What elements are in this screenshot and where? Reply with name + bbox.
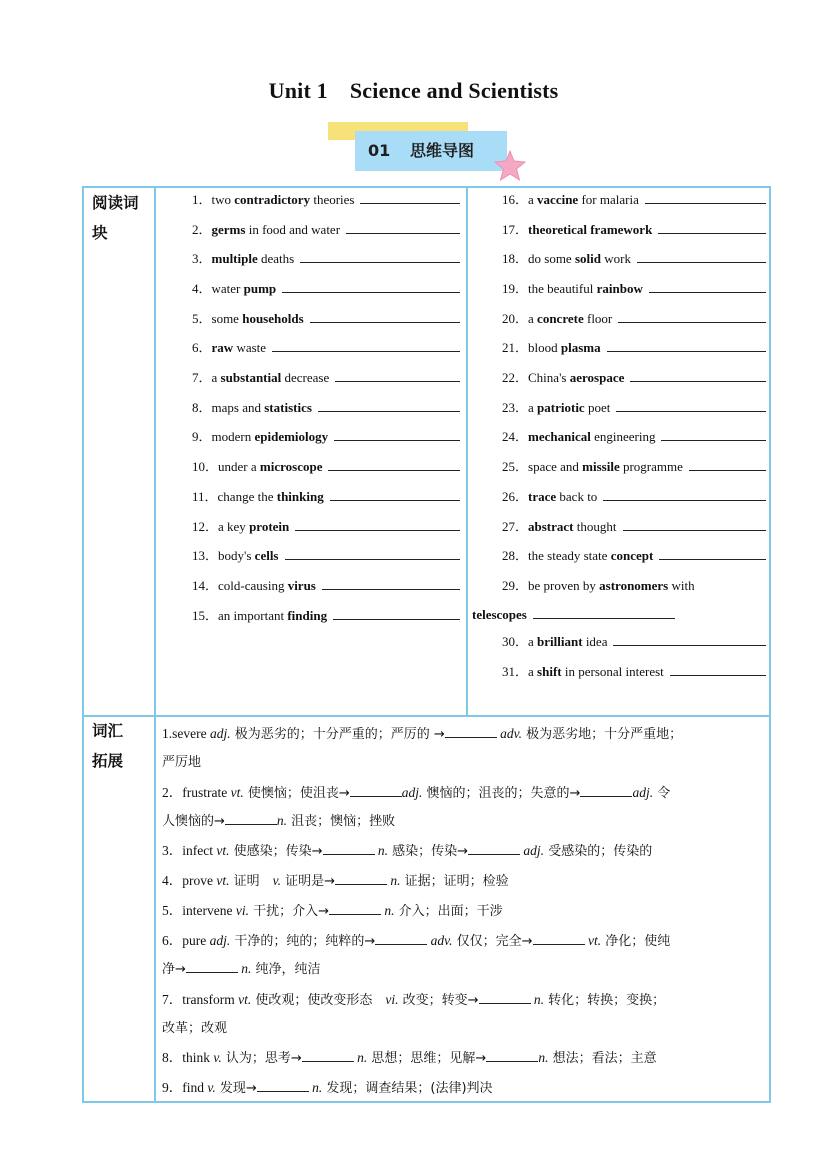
vocab-heading: 词汇 拓展 [92, 722, 124, 770]
vocab-text: 4．prove [162, 873, 217, 888]
item-number: 27． [502, 519, 529, 534]
section-label: 思维导图 [410, 141, 475, 160]
answer-blank[interactable] [272, 339, 460, 352]
answer-blank[interactable] [225, 810, 277, 825]
vocab-line [162, 897, 503, 926]
item-keyword: missile [582, 459, 620, 474]
item-number: 23． [502, 400, 529, 415]
reading-item [192, 428, 460, 446]
item-number: 16． [502, 192, 529, 207]
item-number: 11． [192, 489, 218, 504]
reading-item [192, 339, 460, 357]
part-of-speech: v. [272, 873, 282, 888]
vocab-text: 证明 [229, 874, 273, 889]
item-keyword: protein [249, 519, 290, 534]
answer-blank[interactable] [670, 663, 766, 676]
item-keyword: virus [287, 578, 316, 593]
item-text: modern [211, 429, 255, 444]
item-text: do some [528, 251, 575, 266]
reading-item [502, 339, 766, 357]
vocab-line [162, 955, 321, 984]
part-of-speech: n. [533, 992, 545, 1007]
part-of-speech: vt. [216, 873, 230, 888]
item-number: 4． [192, 281, 212, 296]
item-text: China's [528, 370, 570, 385]
vocab-text: 6．pure [162, 933, 210, 948]
answer-blank[interactable] [333, 607, 460, 620]
item-number: 1． [192, 192, 212, 207]
part-of-speech: vt. [587, 933, 602, 948]
item-keyword: thinking [276, 489, 324, 504]
reading-item [192, 310, 460, 328]
part-of-speech: vt. [238, 992, 252, 1007]
answer-blank[interactable] [302, 1047, 354, 1062]
item-keyword: finding [287, 608, 328, 623]
part-of-speech: n. [390, 873, 401, 888]
answer-blank[interactable] [533, 930, 585, 945]
item-keyword: rainbow [596, 281, 643, 296]
item-text: work [600, 251, 631, 266]
item-number: 5． [192, 311, 212, 326]
answer-blank[interactable] [630, 369, 766, 382]
item-text: programme [619, 459, 683, 474]
vocab-text: 介入；出面；干涉 [394, 904, 503, 919]
answer-blank[interactable] [607, 339, 766, 352]
vocab-text: 认为；思考→ [221, 1051, 302, 1066]
part-of-speech: adj. [632, 785, 654, 800]
item-keyword: pump [243, 281, 277, 296]
reading-item [502, 547, 766, 565]
reading-item [502, 191, 766, 209]
reading-item [502, 369, 766, 387]
answer-blank[interactable] [623, 518, 767, 531]
vocab-text: 净→ [162, 962, 186, 977]
item-number: 12． [192, 519, 219, 534]
item-number: 10． [192, 459, 219, 474]
answer-blank[interactable] [323, 840, 375, 855]
item-text: a [528, 192, 538, 207]
vocab-text: 2．frustrate [162, 785, 231, 800]
reading-item [502, 428, 766, 446]
item-text: engineering [590, 429, 656, 444]
answer-blank[interactable] [318, 399, 460, 412]
vocab-text: 干净的；纯的；纯粹的→ [230, 934, 376, 949]
title-unit: Unit 1 [268, 78, 328, 103]
item-number: 14． [192, 578, 219, 593]
vocab-text: 证明是→ [281, 874, 336, 889]
answer-blank[interactable] [375, 930, 427, 945]
item-text: floor [583, 311, 613, 326]
item-text: waste [233, 340, 267, 355]
answer-blank[interactable] [335, 870, 387, 885]
reading-item [502, 488, 766, 506]
answer-blank[interactable] [346, 221, 460, 234]
section-banner [328, 122, 528, 184]
item-number: 28． [502, 548, 529, 563]
vocab-line [162, 927, 670, 956]
item-keyword: concept [610, 548, 654, 563]
item-text: the steady state [528, 548, 611, 563]
vocab-table [82, 186, 771, 1103]
table-col-divider [154, 188, 156, 1101]
item-number: 29． [502, 578, 529, 593]
reading-item [192, 250, 460, 268]
answer-blank[interactable] [618, 310, 766, 323]
item-keyword: raw [211, 340, 234, 355]
answer-blank[interactable] [186, 958, 238, 973]
item-text: cold-causing [218, 578, 288, 593]
item-text: idea [582, 634, 608, 649]
reading-heading: 阅读词 块 [92, 194, 139, 242]
reading-item [192, 399, 460, 417]
answer-blank[interactable] [689, 458, 766, 471]
answer-blank[interactable] [257, 1077, 309, 1092]
reading-item [192, 221, 460, 239]
vocab-text: 沮丧；懊恼；挫败 [287, 814, 396, 829]
item-number: 25． [502, 459, 529, 474]
vocab-line [162, 867, 509, 896]
reading-item [192, 458, 460, 476]
vocab-text: 人懊恼的→ [162, 814, 225, 829]
item-text: blood [528, 340, 561, 355]
part-of-speech: adv. [500, 726, 523, 741]
item-text: a [528, 664, 538, 679]
item-keyword: theoretical framework [528, 222, 653, 237]
item-text: a [211, 370, 221, 385]
item-keyword: households [242, 311, 304, 326]
answer-blank[interactable] [659, 547, 766, 560]
vocab-text: 8．think [162, 1050, 214, 1065]
answer-blank[interactable] [330, 488, 460, 501]
vocab-text: 想法；看法；主意 [548, 1051, 657, 1066]
item-text: space and [528, 459, 583, 474]
answer-blank[interactable] [445, 723, 497, 738]
item-text: two [211, 192, 235, 207]
part-of-speech: n. [312, 1080, 323, 1095]
item-keyword: plasma [560, 340, 601, 355]
part-of-speech: n. [538, 1050, 549, 1065]
item-text: poet [584, 400, 611, 415]
item-keyword: astronomers [599, 578, 669, 593]
item-text: back to [556, 489, 598, 504]
answer-blank[interactable] [285, 547, 461, 560]
item-keyword: telescopes [472, 607, 527, 622]
answer-blank[interactable] [360, 191, 460, 204]
title-topic: Science and Scientists [349, 78, 559, 103]
vocab-text: 发现→ [215, 1081, 257, 1096]
item-keyword: trace [528, 489, 557, 504]
item-number: 7． [192, 370, 212, 385]
item-number: 20． [502, 311, 529, 326]
vocab-text: 7．transform [162, 992, 239, 1007]
answer-blank[interactable] [328, 458, 460, 471]
vocab-list [162, 716, 770, 1096]
item-keyword: shift [537, 664, 562, 679]
part-of-speech: n. [357, 1050, 368, 1065]
reading-item [192, 607, 460, 625]
item-text: for malaria [578, 192, 639, 207]
vocab-text: 思想；思维；见解→ [367, 1051, 487, 1066]
item-number: 22． [502, 370, 529, 385]
answer-blank[interactable] [329, 900, 381, 915]
reading-item [502, 310, 766, 328]
reading-item [192, 369, 460, 387]
reading-item [502, 399, 766, 417]
vocab-text: 5．intervene [162, 903, 236, 918]
banner-label [355, 131, 507, 171]
table-mid-divider [466, 188, 468, 715]
item-number: 24． [502, 429, 529, 444]
answer-blank[interactable] [334, 428, 460, 441]
page-title [0, 78, 827, 104]
vocab-line [162, 1074, 493, 1103]
reading-item [192, 577, 460, 595]
vocab-line [162, 1014, 227, 1043]
reading-item [502, 577, 695, 595]
answer-blank[interactable] [603, 488, 766, 501]
vocab-line [162, 986, 665, 1015]
answer-blank[interactable] [300, 250, 460, 263]
vocab-line [162, 837, 652, 866]
vocab-text: 极为恶劣地；十分严重地； [522, 727, 683, 742]
item-keyword: multiple [211, 251, 258, 266]
vocab-text: 懊恼的；沮丧的；失意的→ [422, 786, 581, 801]
vocab-text: 严厉地 [162, 755, 202, 770]
item-number: 31． [502, 664, 529, 679]
item-number: 18． [502, 251, 529, 266]
item-text: a [528, 400, 538, 415]
vocab-text: 发现；调查结果；(法律)判决 [322, 1081, 493, 1096]
item-text: in personal interest [561, 664, 664, 679]
reading-item [502, 458, 766, 476]
item-text: decrease [281, 370, 330, 385]
item-keyword: abstract [528, 519, 574, 534]
item-number: 2． [192, 222, 212, 237]
item-keyword: mechanical [528, 429, 591, 444]
part-of-speech: v. [207, 1080, 216, 1095]
vocab-text: 令 [653, 786, 671, 801]
part-of-speech: vi. [235, 903, 249, 918]
part-of-speech: adj. [209, 933, 231, 948]
answer-blank[interactable] [661, 428, 766, 441]
item-text: body's [218, 548, 255, 563]
vocab-text: 9．find [162, 1080, 208, 1095]
reading-item [502, 663, 766, 681]
answer-blank[interactable] [479, 989, 531, 1004]
item-keyword: epidemiology [254, 429, 329, 444]
item-number: 30． [502, 634, 529, 649]
item-keyword: patriotic [537, 400, 585, 415]
reading-item [192, 547, 460, 565]
answer-blank[interactable] [649, 280, 766, 293]
item-text: thought [573, 519, 617, 534]
reading-item [192, 518, 460, 536]
item-keyword: contradictory [234, 192, 311, 207]
part-of-speech: n. [276, 813, 288, 828]
item-keyword: concrete [537, 311, 584, 326]
item-keyword: microscope [259, 459, 323, 474]
reading-item [502, 250, 766, 268]
reading-item [502, 221, 766, 239]
answer-blank[interactable] [350, 782, 402, 797]
item-text: a [528, 311, 538, 326]
item-number: 8． [192, 400, 212, 415]
item-number: 3． [192, 251, 212, 266]
answer-blank[interactable] [468, 840, 520, 855]
vocab-text: 感染；传染→ [388, 844, 469, 859]
vocab-text: 3．infect [162, 843, 217, 858]
item-text: in food and water [245, 222, 341, 237]
answer-blank[interactable] [310, 310, 460, 323]
answer-blank[interactable] [486, 1047, 538, 1062]
item-number: 19． [502, 281, 529, 296]
reading-item [192, 191, 460, 209]
vocab-line [162, 1044, 657, 1073]
part-of-speech: n. [241, 961, 252, 976]
item-keyword: aerospace [569, 370, 625, 385]
vocab-text: 仅仅；完全→ [452, 934, 533, 949]
reading-item [192, 280, 460, 298]
answer-blank[interactable] [282, 280, 460, 293]
item-text: under a [218, 459, 260, 474]
part-of-speech: adj. [209, 726, 231, 741]
item-keyword: vaccine [537, 192, 579, 207]
vocab-text: 干扰；介入→ [248, 904, 330, 919]
star-icon [493, 150, 527, 182]
item-number: 13． [192, 548, 219, 563]
vocab-text: 极为恶劣的；十分严重的；严厉的 → [230, 727, 445, 742]
reading-item [472, 606, 675, 624]
item-text: maps and [211, 400, 265, 415]
reading-item [502, 633, 766, 651]
reading-item [502, 518, 766, 536]
item-number: 26． [502, 489, 529, 504]
item-text: be proven by [528, 578, 600, 593]
answer-blank[interactable] [580, 782, 632, 797]
vocab-line [162, 807, 395, 836]
part-of-speech: vt. [216, 843, 230, 858]
item-text: water [211, 281, 244, 296]
part-of-speech: n. [384, 903, 395, 918]
answer-blank[interactable] [533, 606, 675, 619]
item-keyword: statistics [264, 400, 312, 415]
part-of-speech: adj. [401, 785, 423, 800]
item-keyword: solid [574, 251, 601, 266]
item-text: an important [218, 608, 288, 623]
reading-item [192, 488, 460, 506]
item-text: deaths [257, 251, 295, 266]
item-text: with [668, 578, 695, 593]
item-text: change the [217, 489, 277, 504]
item-number: 9． [192, 429, 212, 444]
answer-blank[interactable] [335, 369, 460, 382]
item-text: a key [218, 519, 250, 534]
vocab-text: 使懊恼；使沮丧→ [243, 786, 350, 801]
item-number: 21． [502, 340, 529, 355]
vocab-text: 改革；改观 [162, 1021, 228, 1036]
vocab-line [162, 748, 201, 777]
vocab-text: 净化；使纯 [601, 934, 671, 949]
reading-item [502, 280, 766, 298]
answer-blank[interactable] [645, 191, 766, 204]
vocab-text: 使改观；使改变形态 [251, 993, 386, 1008]
vocab-text: 改变；转变→ [398, 993, 479, 1008]
answer-blank[interactable] [637, 250, 766, 263]
item-number: 6． [192, 340, 212, 355]
item-number: 15． [192, 608, 219, 623]
part-of-speech: adv. [430, 933, 453, 948]
part-of-speech: v. [213, 1050, 222, 1065]
vocab-text: 使感染；传染→ [229, 844, 323, 859]
answer-blank[interactable] [295, 518, 460, 531]
part-of-speech: vi. [385, 992, 399, 1007]
item-text: theories [310, 192, 355, 207]
vocab-text: 受感染的；传染的 [544, 844, 653, 859]
part-of-speech: vt. [230, 785, 244, 800]
vocab-line [162, 779, 670, 808]
vocab-text: 纯净，纯洁 [251, 962, 321, 977]
vocab-text: 转化；转换；变换； [544, 993, 666, 1008]
part-of-speech: adj. [523, 843, 545, 858]
item-text: the beautiful [528, 281, 597, 296]
item-number: 17． [502, 222, 529, 237]
answer-blank[interactable] [613, 633, 766, 646]
item-keyword: substantial [220, 370, 282, 385]
answer-blank[interactable] [322, 577, 460, 590]
vocab-text: 证据；证明；检验 [400, 874, 509, 889]
vocab-line [162, 720, 682, 749]
item-keyword: brilliant [537, 634, 583, 649]
item-keyword: germs [211, 222, 246, 237]
item-text: some [211, 311, 243, 326]
answer-blank[interactable] [616, 399, 766, 412]
item-text: a [528, 634, 538, 649]
item-keyword: cells [254, 548, 279, 563]
part-of-speech: n. [377, 843, 389, 858]
section-number: 01 [368, 141, 391, 160]
answer-blank[interactable] [658, 221, 766, 234]
vocab-text: 1.severe [162, 726, 210, 741]
